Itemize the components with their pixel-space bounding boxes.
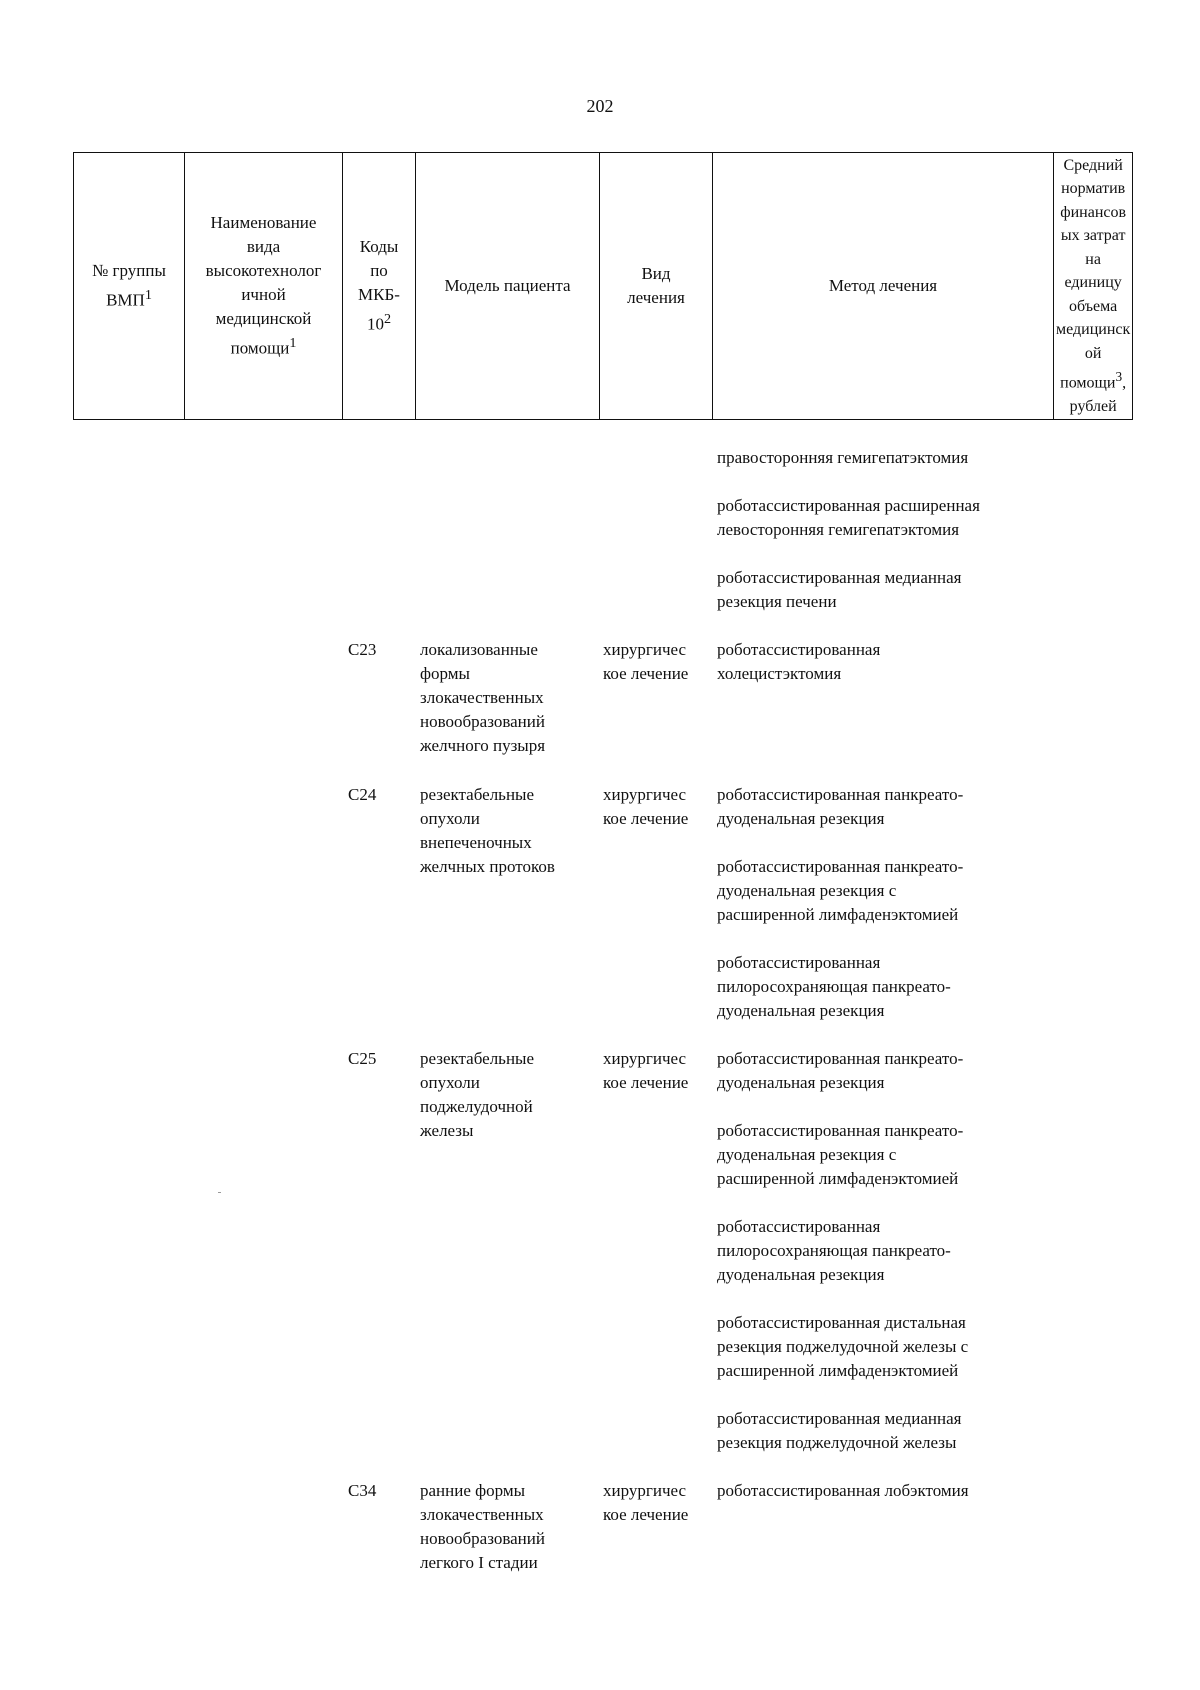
method-item: роботассистированная лобэктомия xyxy=(717,1481,969,1500)
header-name: Наименование вида высокотехнолог ичной медицинской помощи$^1$ xyxy=(185,153,343,420)
method-item: роботассистированная медианная резекция печени xyxy=(717,568,962,611)
method-item: роботассистированная панкреато- дуоденальная резекция xyxy=(717,785,964,828)
scan-mark xyxy=(218,1192,221,1193)
method-item: правосторонняя гемигепатэктомия xyxy=(717,448,969,467)
method-item: роботассистированная холецистэктомия xyxy=(717,640,881,683)
row-model: локализованные формы злокачественных новообразований желчного пузыря xyxy=(420,640,546,755)
row-code: C25 xyxy=(348,1049,377,1068)
header-group-line1: № группы xyxy=(92,261,166,281)
method-item: роботассистированная пилоросохраняющая панкреато- дуоденальная резекция xyxy=(717,1217,951,1284)
row-kind: хирургичес кое лечение xyxy=(603,640,689,683)
header-method: Метод лечения xyxy=(713,153,1054,420)
header-model: Модель пациента xyxy=(416,153,600,420)
row-model: резектабельные опухоли поджелудочной железы xyxy=(420,1049,535,1140)
header-kind: Вид лечения xyxy=(600,153,713,420)
row-model: резектабельные опухоли внепеченочных желчных протоков xyxy=(420,785,555,876)
header-group xyxy=(74,153,185,420)
row-code: C23 xyxy=(348,640,377,659)
row-code: C34 xyxy=(348,1481,377,1500)
row-kind: хирургичес кое лечение xyxy=(603,1481,689,1524)
header-name-footnote: 1 xyxy=(289,335,297,352)
row-code: C24 xyxy=(348,785,377,804)
method-item: роботассистированная медианная резекция поджелудочной железы xyxy=(717,1409,962,1452)
method-item: роботассистированная расширенная левосторонняя гемигепатэктомия xyxy=(717,496,980,539)
method-item: роботассистированная пилоросохраняющая панкреато- дуоденальная резекция xyxy=(717,953,951,1020)
header-cost: Средний норматив финансов ых затрат на единицу объема медицинск ой помощи$^3$, рублей xyxy=(1054,153,1133,420)
method-item: роботассистированная панкреато- дуоденальная резекция с расширенной лимфаденэктомией xyxy=(717,1121,964,1188)
row-kind: хирургичес кое лечение xyxy=(603,1049,689,1092)
header-group-footnote: 1 xyxy=(144,287,152,304)
header-codes: Коды по МКБ- $10^2$ xyxy=(343,153,416,420)
header-codes-footnote: 2 xyxy=(383,311,392,328)
header-cost-footnote: 3 xyxy=(1115,369,1123,385)
method-item: роботассистированная дистальная резекция поджелудочной железы с расширенной лимфаденэктомией xyxy=(717,1313,969,1380)
row-kind: хирургичес кое лечение xyxy=(603,785,689,828)
header-group-line2: ВМП xyxy=(106,290,145,310)
method-item: роботассистированная панкреато- дуоденальная резекция с расширенной лимфаденэктомией xyxy=(717,857,964,924)
page-number: 202 xyxy=(586,96,614,116)
row-model: ранние формы злокачественных новообразований легкого I стадии xyxy=(420,1481,545,1572)
method-item: роботассистированная панкреато- дуоденальная резекция xyxy=(717,1049,964,1092)
table-header xyxy=(73,152,1133,420)
